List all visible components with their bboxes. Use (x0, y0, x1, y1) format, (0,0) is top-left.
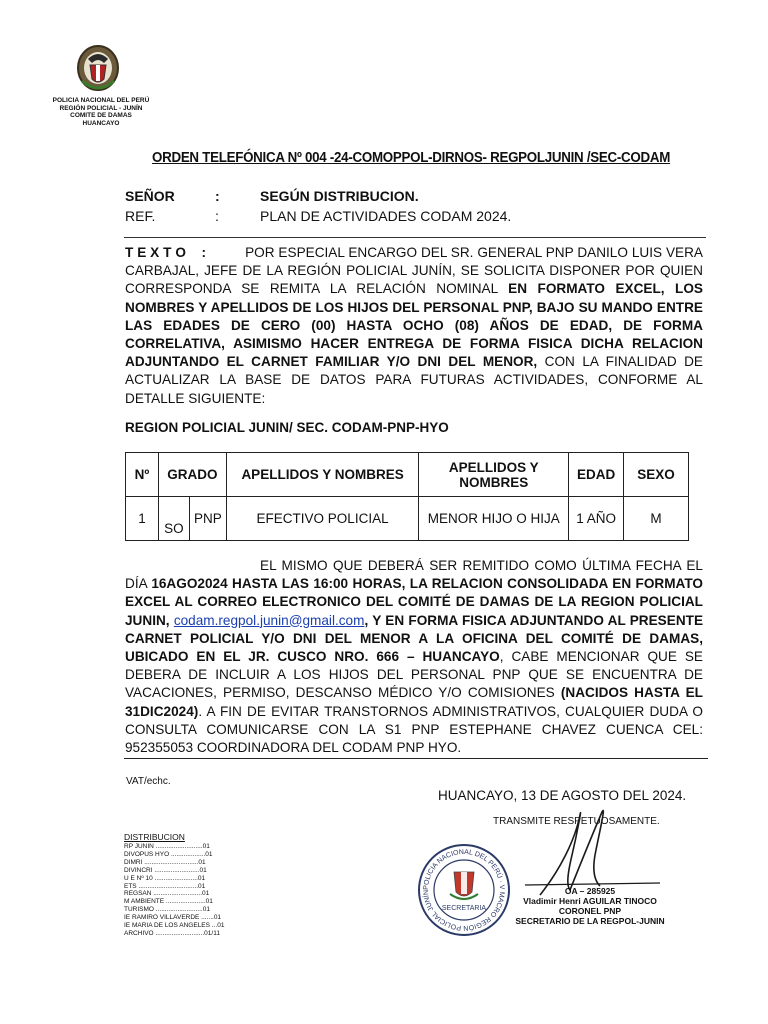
ref-sep: : (215, 208, 219, 224)
table-header: SEXO (624, 453, 689, 497)
paragraph-text: , CABE MENCIONAR QUE SE DEBERA DE INCLUIR A LOS HIJOS DEL PERSONAL PNP QUE SE ENCUENTRA DE VACACIONES, PERMISO, DESCANSO MÉDICO Y/O COMISIONES (125, 649, 703, 701)
distribution-block (124, 832, 224, 938)
signature-role: SECRETARIO DE LA REGPOL-JUNIN (515, 916, 665, 926)
document-title: ORDEN TELEFÓNICA Nº 004 -24-COMOPPOL-DIRNOS- REGPOLJUNIN /SEC-CODAM (152, 150, 671, 166)
initials: VAT/echc. (126, 776, 171, 787)
distribution-title: DISTRIBUCION (124, 832, 185, 842)
list-item: TURISMO ..........................01 (124, 906, 210, 914)
table-header: EDAD (569, 453, 624, 497)
list-item: U E Nº 10 ........................01 (124, 874, 206, 882)
paragraph-bold-text: 16AGO2024 HASTA LAS 16:00 HORAS, LA RELACION CONSOLIDADA EN FORMATO EXCEL AL CORREO ELECTRONICO DEL COMITÉ DE DAMAS DE LA REGION POLICIAL JUNIN, (125, 576, 703, 628)
place-date: HUANCAYO, 13 DE AGOSTO DEL 2024. (438, 788, 687, 803)
paragraph-text: POR ESPECIAL ENCARGO DEL SR. GENERAL PNP DANILO LUIS VERA CARBAJAL, JEFE DE LA REGIÓN POLICIAL JUNÍN, SE SOLICITA DISPONER POR QUIEN CORRESPONDA SE REMITA LA RELACIÓN NOMINAL (125, 245, 703, 297)
personnel-table (125, 452, 689, 541)
paragraph-bold-text: , Y EN FORMA FISICA ADJUNTANDO AL PRESENTE CARNET POLICIAL Y/O DNI DEL MENOR A LA OFICINA DEL COMITÉ DE DAMAS, UBICADO EN EL JR. CUSCO NRO. 666 – HUANCAYO (125, 612, 704, 665)
ref-value: PLAN DE ACTIVIDADES CODAM 2024. (260, 208, 512, 224)
list-item: DIVOPUS HYO ...................01 (124, 850, 213, 858)
senor-sep: : (215, 188, 220, 204)
header-org-line: COMITE DE DAMAS (70, 112, 132, 119)
list-item: ETS .................................01 (124, 882, 206, 890)
header-org-line: POLICIA NACIONAL DEL PERÚ (52, 97, 150, 104)
list-item: DIVINCRI .........................01 (124, 866, 207, 874)
table-header: Nº (126, 453, 159, 497)
table-cell: EFECTIVO POLICIAL (226, 497, 418, 541)
senor-value: SEGÚN DISTRIBUCION. (260, 188, 419, 204)
divider-line (124, 237, 706, 238)
signature-name: Vladimir Henri AGUILAR TINOCO (523, 896, 657, 906)
paragraph-text: . A FIN DE EVITAR TRANSTORNOS ADMINISTRATIVOS, CUALQUIER DUDA O CONSULTA COMUNICARSE CON LA S1 PNP ESTEPHANE CHAVEZ CUENCA CEL: 952355053 COORDINADORA DEL CODAM PNP HYO. (125, 703, 703, 756)
pnp-seal-icon (416, 842, 512, 938)
paragraph-bold-text: EN FORMATO EXCEL, LOS NOMBRES Y APELLIDOS DE LOS HIJOS DEL PERSONAL PNP, BAJO SU MANDO ENTRE LAS EDADES DE CERO (00) HASTA OCHO (08) AÑOS DE EDAD, DE FORMA CORRELATIVA, ASIMISMO HACER ENTREGA DE FORMA FISICA DICHA RELACION ADJUNTANDO EL CARNET FAMILIAR Y/O DNI DEL MENOR, (125, 281, 703, 370)
stamp-ring-text: POLICIA NACIONAL DEL PERÚ · V MACRO REGIÓN POLICIAL JUNÍN (422, 848, 506, 932)
list-item: REGSAN ...........................01 (124, 890, 210, 898)
header-org-line: HUANCAYO (82, 119, 120, 127)
list-item: ARCHIVO ...........................01/11 (124, 929, 220, 937)
header-org-line: REGIÓN POLICIAL - JUNÍN (59, 104, 143, 112)
handwritten-signature-icon (520, 800, 670, 900)
table-cell: 1 (126, 497, 159, 541)
transmite-text: TRANSMITE RESPETUOSAMENTE. (493, 816, 660, 827)
table-header: APELLIDOS Y NOMBRES (226, 453, 418, 497)
list-item: M AMBIENTE ......................01 (124, 898, 213, 906)
divider-line (124, 758, 708, 759)
table-cell: 1 AÑO (569, 497, 624, 541)
paragraph-bold-text: (NACIDOS HASTA EL 31DIC2024) (125, 685, 703, 719)
texto-sep: : (201, 245, 207, 260)
pnp-emblem-icon (74, 41, 122, 93)
stamp-center-text: SECRETARIA (441, 905, 487, 912)
paragraph-text: CON LA FINALIDAD DE ACTUALIZAR LA BASE DE DATOS PARA FUTURAS ACTIVIDADES, CONFORME AL DETALLE SIGUIENTE: (125, 354, 704, 406)
table-header-row (126, 453, 689, 497)
table-row (126, 497, 689, 541)
table-cell: SO (158, 497, 189, 541)
signature-rank: CORONEL PNP (558, 906, 622, 916)
table-cell: PNP (189, 497, 226, 541)
paragraph-text: EL MISMO QUE DEBERÁ SER REMITIDO COMO ÚLTIMA FECHA EL DÍA (125, 558, 703, 592)
table-cell: M (624, 497, 689, 541)
signature-cip: OA – 285925 (564, 886, 616, 896)
body-paragraph-1 (125, 244, 703, 408)
list-item: IE MARIA DE LOS ANGELES ...01 (124, 922, 225, 930)
list-item: RP JUNIN ..........................01 (124, 843, 210, 850)
texto-label: T E X T O (125, 245, 186, 260)
ref-label: REF. (125, 208, 156, 224)
table-cell: MENOR HIJO O HIJA (419, 497, 569, 541)
list-item: DIMRI ..............................01 (124, 858, 206, 866)
body-paragraph-2 (125, 557, 703, 757)
table-header: GRADO (158, 453, 226, 497)
section-title: REGION POLICIAL JUNIN/ SEC. CODAM-PNP-HYO (125, 420, 449, 435)
table-header: APELLIDOS Y NOMBRES (419, 453, 569, 497)
senor-label: SEÑOR (125, 188, 175, 204)
email-link[interactable]: codam.regpol.junin@gmail.com (173, 612, 365, 628)
list-item: IE RAMIRO VILLAVERDE .......01 (124, 914, 222, 922)
